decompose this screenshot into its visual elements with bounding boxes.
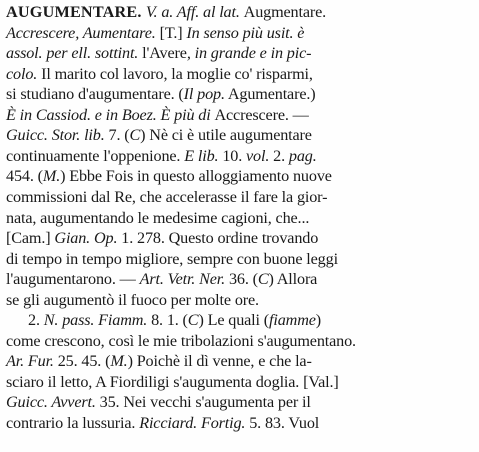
entry-line xyxy=(6,105,309,125)
entry-line xyxy=(6,372,339,392)
entry-text: nata, augumentando le medesime cagioni, che... xyxy=(6,208,310,227)
entry-text: ) xyxy=(315,311,322,330)
entry-line xyxy=(6,166,332,186)
entry-line xyxy=(6,331,356,351)
italic-citation: C xyxy=(129,126,141,145)
headword: AUGUMENTARE. xyxy=(6,3,146,21)
entry-text: 8. 1. ( xyxy=(151,311,188,330)
entry-line xyxy=(6,2,326,22)
entry-line xyxy=(6,269,317,289)
entry-line xyxy=(28,310,321,330)
entry-text: 2. xyxy=(28,311,44,330)
italic-citation: M. xyxy=(42,167,61,186)
entry-text: 10. xyxy=(222,146,246,165)
entry-text: [Cam.] xyxy=(6,229,55,248)
entry-line xyxy=(6,23,304,43)
italic-citation: Guicc. Avvert. xyxy=(6,393,100,412)
entry-text: l'augumentarono. — xyxy=(6,270,140,289)
entry-text: 36. ( xyxy=(228,270,258,289)
entry-text: 25. 45. ( xyxy=(57,352,111,371)
entry-text: contrario la lussuria. xyxy=(6,414,140,432)
entry-text: ) Allora xyxy=(268,270,318,289)
entry-text: 2. xyxy=(273,146,289,165)
entry-text: 5. 83. Vuol xyxy=(249,414,320,432)
entry-text: sciaro il letto, A Fiordiligi s'augumenta doglia. [Val.] xyxy=(6,372,339,391)
italic-citation: pag. xyxy=(288,146,317,165)
italic-citation: È in Cassiod. e in Boez. È più di xyxy=(6,105,215,124)
entry-line xyxy=(6,187,327,207)
entry-line xyxy=(6,351,312,371)
italic-citation: Ricciard. Fortig. xyxy=(139,414,250,432)
entry-text: Augmentare. xyxy=(243,3,327,21)
italic-citation: , in grande e in pic- xyxy=(186,44,312,63)
entry-line xyxy=(6,146,317,166)
italic-citation: M. xyxy=(110,352,128,371)
entry-text: ) Poichè il dì venne, e che la- xyxy=(127,352,312,371)
italic-citation: In senso più usit. è xyxy=(186,23,305,42)
italic-citation: Ar. Fur. xyxy=(6,352,58,371)
entry-text: di tempo in tempo migliore, sempre con buone leggi xyxy=(6,249,338,268)
italic-citation: Accrescere, Aumentare. xyxy=(6,23,160,42)
italic-citation: C xyxy=(257,270,269,289)
italic-citation: vol. xyxy=(246,146,274,165)
entry-text: ) Ebbe Fois in questo alloggiamento nuove xyxy=(60,167,332,186)
entry-text: come crescono, così le mie tribolazioni s'augumentano. xyxy=(6,331,356,350)
entry-text: se gli augumentò il fuoco per molte ore. xyxy=(6,290,259,309)
entry-text: 35. Nei vecchi s'augumenta per il xyxy=(99,393,311,412)
italic-citation: Guicc. Stor. lib. xyxy=(6,126,109,145)
entry-text: l'Avere xyxy=(142,44,187,63)
italic-citation: fiamme xyxy=(269,311,316,330)
entry-text: Il marito col lavoro, la moglie co' risparmi, xyxy=(41,64,313,83)
italic-citation: Il pop. xyxy=(183,85,225,104)
entry-text: ) Le quali ( xyxy=(198,311,270,330)
entry-line xyxy=(6,125,312,145)
entry-line xyxy=(6,290,259,310)
italic-citation: E lib. xyxy=(184,146,223,165)
entry-text: commissioni dal Re, che accelerasse il fare la gior- xyxy=(6,187,328,206)
entry-line xyxy=(6,43,311,63)
italic-citation: Art. Vetr. Ner. xyxy=(139,270,229,289)
entry-text: si studiano d'augumentare. ( xyxy=(6,85,184,104)
entry-text: continuamente l'oppenione. xyxy=(6,146,185,165)
entry-line xyxy=(6,249,338,269)
entry-text: ) Nè ci è utile augumentare xyxy=(140,126,312,145)
italic-citation: Gian. Op. xyxy=(54,229,122,248)
entry-line xyxy=(6,392,311,412)
entry-line xyxy=(6,228,318,248)
entry-line xyxy=(6,413,319,433)
entry-text: Accrescere. — xyxy=(214,105,309,124)
entry-text: Agumentare.) xyxy=(224,85,316,104)
entry-text: 1. 278. Questo ordine trovando xyxy=(121,229,319,248)
italic-citation: colo. xyxy=(6,64,42,83)
italic-citation: C xyxy=(187,311,199,330)
entry-line xyxy=(6,208,309,228)
entry-text: [T.] xyxy=(159,23,187,42)
entry-line xyxy=(6,64,313,84)
entry-text: 454. ( xyxy=(6,167,43,186)
entry-line xyxy=(6,84,316,104)
entry-text: 7. ( xyxy=(108,126,130,145)
italic-citation: assol. per ell. sottint. xyxy=(6,44,143,63)
italic-citation: N. pass. Fiamm. xyxy=(43,311,152,330)
italic-citation: V. a. Aff. al lat. xyxy=(145,3,244,21)
